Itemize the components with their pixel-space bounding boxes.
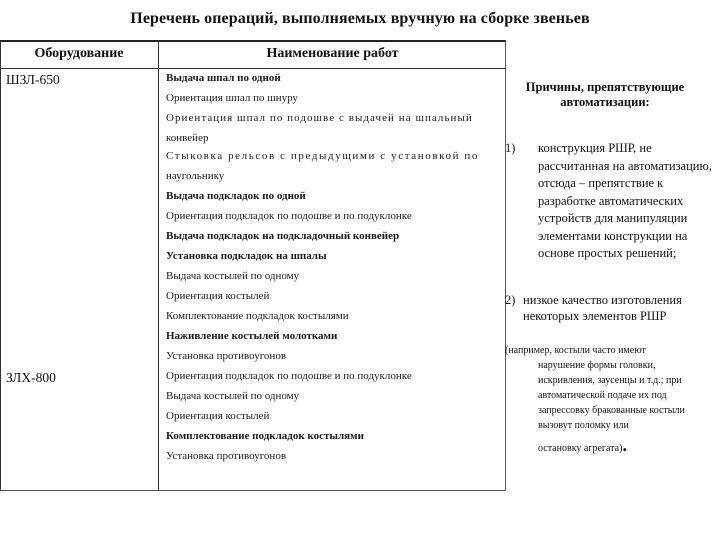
reason-number: 2) xyxy=(505,293,516,307)
operation-item: наугольнику xyxy=(166,170,225,182)
example-lead: (например, костыли часто имеют xyxy=(505,345,646,356)
operation-item: Ориентация шпал по шнуру xyxy=(166,92,298,104)
operation-item: Установка противоугонов xyxy=(166,450,287,462)
operation-item: Ориентация шпал по подошве с выдачей на шпальный xyxy=(166,112,473,124)
operation-item: Ориентация костылей xyxy=(166,410,270,422)
example-tail xyxy=(538,435,627,456)
operation-item: Комплектование подкладок костылями xyxy=(166,430,364,442)
reasons-title xyxy=(505,80,705,110)
table-frame xyxy=(0,40,506,491)
example-dot: . xyxy=(622,435,627,455)
operation-item: Выдача шпал по одной xyxy=(166,72,281,84)
operation-item: Стыковка рельсов с предыдущими с установкой по xyxy=(166,150,480,162)
header-divider xyxy=(0,68,505,69)
page-title: Перечень операций, выполняемых вручную на сборке звеньев xyxy=(130,10,590,27)
reason-text: конструкция РШР, не рассчитанная на автоматизацию, отсюда – препятствие к разработке автоматических устройств для манипуляции элементами конструкции на основе простых решений; xyxy=(538,141,712,260)
example-text: нарушение формы головки, искривления, заусенцы и т.д.; при автоматической подаче их под запрессовку бракованные костыли вызовут поломку или xyxy=(538,360,685,431)
header-works: Наименование работ xyxy=(266,46,399,61)
operation-item: Комплектование подкладок костылями xyxy=(166,310,349,322)
operation-item: Наживление костылей молотками xyxy=(166,330,338,342)
operation-item: Ориентация костылей xyxy=(166,290,270,302)
operation-item: Ориентация подкладок по подошве и по подуклонке xyxy=(166,210,412,222)
equipment-zlkh: ЗЛХ-800 xyxy=(6,370,56,385)
operation-item: Установка подкладок на шпалы xyxy=(166,250,327,262)
reasons-title-line2: автоматизации: xyxy=(560,95,650,109)
operation-item: Выдача подкладок по одной xyxy=(166,190,306,202)
equipment-shzl: ШЗЛ-650 xyxy=(6,72,60,87)
operation-item: Ориентация подкладок по подошве и по подуклонке xyxy=(166,370,412,382)
operation-item: конвейер xyxy=(166,132,209,144)
reason-number: 1) xyxy=(505,141,516,155)
operation-item: Выдача костылей по одному xyxy=(166,270,300,282)
operation-item: Выдача костылей по одному xyxy=(166,390,300,402)
header-equipment: Оборудование xyxy=(34,46,124,61)
reason-text: низкое качество изготовления некоторых элементов РШР xyxy=(523,293,682,323)
reasons-title-line1: Причины, препятствующие xyxy=(525,80,685,94)
column-divider xyxy=(158,40,159,490)
operation-item: Установка противоугонов xyxy=(166,350,287,362)
example-tail-text: остановку агрегата) xyxy=(538,443,623,454)
table-left-border xyxy=(0,40,1,490)
operation-item: Выдача подкладок на подкладочный конвейер xyxy=(166,230,400,242)
